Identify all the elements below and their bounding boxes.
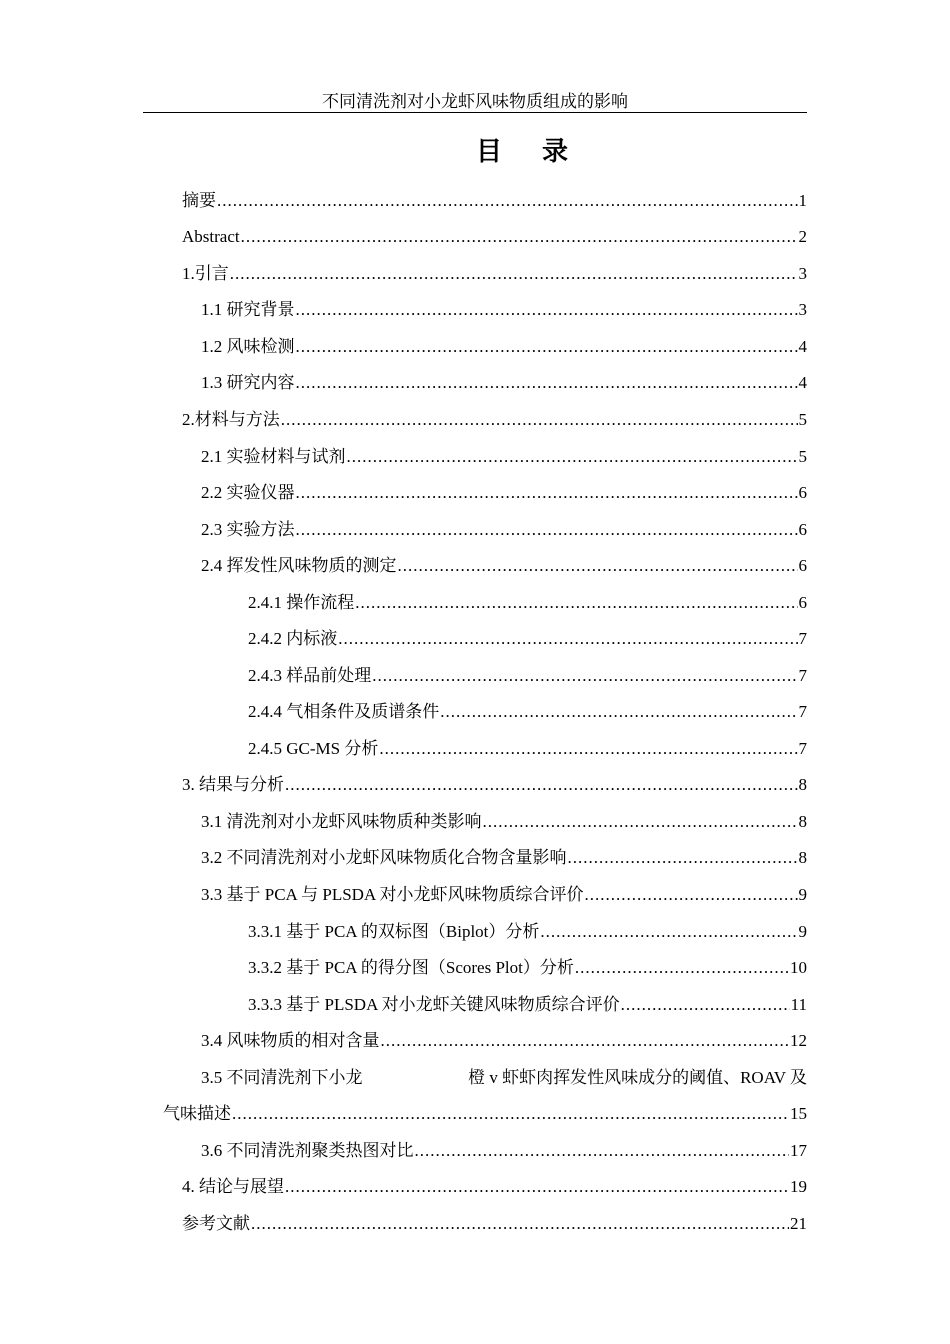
toc-entry[interactable] <box>248 987 807 1023</box>
dot-leader <box>251 1206 789 1242</box>
toc-entry-page: 19 <box>790 1177 807 1196</box>
toc-entry-title: 3.3 基于 PCA 与 PLSDA 对小龙虾风味物质综合评价 <box>201 885 584 904</box>
dot-leader <box>415 1133 790 1169</box>
toc-entry-title: 2.材料与方法 <box>182 410 280 429</box>
dot-leader <box>338 621 797 657</box>
dot-leader <box>217 183 798 219</box>
toc-entry-title: 3.6 不同清洗剂聚类热图对比 <box>201 1141 414 1160</box>
toc-entry[interactable] <box>182 256 807 292</box>
toc-title-left: 目 <box>475 137 502 167</box>
toc-entry-page: 15 <box>790 1104 807 1123</box>
toc-entry[interactable] <box>201 1133 807 1169</box>
dot-leader <box>296 329 798 365</box>
dot-leader <box>355 585 797 621</box>
dot-leader <box>568 840 798 876</box>
toc-entry-page: 6 <box>798 556 807 575</box>
toc-entry[interactable] <box>248 950 807 986</box>
toc-entry-page: 12 <box>790 1031 807 1050</box>
toc-entry-page: 21 <box>790 1214 807 1233</box>
dot-leader <box>483 804 798 840</box>
toc-entry[interactable] <box>248 694 807 730</box>
toc-entry-page: 6 <box>798 593 807 612</box>
dot-leader <box>241 219 798 255</box>
toc-entry-title: 2.4.4 气相条件及质谱条件 <box>248 702 440 721</box>
dot-leader <box>230 256 798 292</box>
dot-leader <box>398 548 798 584</box>
toc-entry-title: 2.3 实验方法 <box>201 520 295 539</box>
toc-entry[interactable] <box>201 1023 807 1059</box>
toc-entry-page: 8 <box>798 848 807 867</box>
toc-entry-title: 3.4 风味物质的相对含量 <box>201 1031 380 1050</box>
toc-entry-page: 9 <box>798 885 807 904</box>
toc-entry-page: 1 <box>798 191 807 210</box>
toc-entry-page: 7 <box>798 629 807 648</box>
dot-leader <box>296 365 798 401</box>
toc-entry-page: 6 <box>798 483 807 502</box>
toc-entry-title: 2.4.3 样品前处理 <box>248 666 372 685</box>
toc-entry-title: 3.3.3 基于 PLSDA 对小龙虾关键风味物质综合评价 <box>248 995 620 1014</box>
toc-entry-wrapped-line[interactable] <box>201 1060 807 1096</box>
toc-entry-title: 3.3.2 基于 PCA 的得分图（Scores Plot）分析 <box>248 958 574 977</box>
dot-leader <box>281 402 798 438</box>
toc-entry-page: 5 <box>798 410 807 429</box>
toc-entry-title: 2.4.2 内标液 <box>248 629 338 648</box>
toc-entry-title: 2.4 挥发性风味物质的测定 <box>201 556 397 575</box>
toc-entry-title: 1.1 研究背景 <box>201 300 295 319</box>
toc-entry-page: 4 <box>798 337 807 356</box>
toc-entry[interactable] <box>248 585 807 621</box>
toc-entry-title: 3.3.1 基于 PCA 的双标图（Biplot）分析 <box>248 922 540 941</box>
toc-entry-page: 8 <box>798 812 807 831</box>
dot-leader <box>285 1169 789 1205</box>
toc-entry-title: 2.4.5 GC-MS 分析 <box>248 739 379 758</box>
toc-entry-title: 2.4.1 操作流程 <box>248 593 355 612</box>
toc-entry[interactable] <box>248 914 807 950</box>
toc-entry-title: 1.引言 <box>182 264 229 283</box>
toc-entry[interactable] <box>163 1096 807 1132</box>
dot-leader <box>379 731 797 767</box>
toc-entry[interactable] <box>201 439 807 475</box>
toc-entry[interactable] <box>248 658 807 694</box>
toc-entry[interactable] <box>201 804 807 840</box>
dot-leader <box>296 475 798 511</box>
toc-entry-title: 3. 结果与分析 <box>182 775 284 794</box>
running-header: 不同清洗剂对小龙虾风味物质组成的影响 <box>322 92 628 111</box>
toc-entry-page: 3 <box>798 300 807 319</box>
dot-leader <box>575 950 789 986</box>
dot-leader <box>540 914 797 950</box>
toc-entry[interactable] <box>201 548 807 584</box>
toc-entry-title: 参考文献 <box>182 1214 250 1233</box>
toc-entry-page: 10 <box>790 958 807 977</box>
toc-entry[interactable] <box>201 365 807 401</box>
toc-entry[interactable] <box>201 329 807 365</box>
toc-entry-page: 7 <box>798 702 807 721</box>
toc-entry-page: 8 <box>798 775 807 794</box>
toc-entry-title: 2.1 实验材料与试剂 <box>201 447 346 466</box>
toc-entry-title: 1.2 风味检测 <box>201 337 295 356</box>
toc-entry[interactable] <box>182 1206 807 1242</box>
toc-entry-page: 3 <box>798 264 807 283</box>
toc-title-right: 录 <box>542 137 569 167</box>
toc-entry[interactable] <box>182 1169 807 1205</box>
toc-entry-page: 17 <box>790 1141 807 1160</box>
toc-entry-title-part: 3.5 不同清洗剂下小龙 <box>201 1068 363 1087</box>
toc-entry-page: 11 <box>790 995 807 1014</box>
dot-leader <box>372 658 797 694</box>
toc-entry[interactable] <box>182 219 807 255</box>
toc-entry[interactable] <box>201 475 807 511</box>
toc-entry[interactable] <box>201 840 807 876</box>
toc-entry-title: 气味描述 <box>163 1104 231 1123</box>
toc-entry-title: Abstract <box>182 227 240 246</box>
toc-entry-page: 5 <box>798 447 807 466</box>
toc-entry-title: 4. 结论与展望 <box>182 1177 284 1196</box>
toc-entry[interactable] <box>182 767 807 803</box>
toc-entry-title: 3.1 清洗剂对小龙虾风味物质种类影响 <box>201 812 482 831</box>
toc-entry-title: 2.2 实验仪器 <box>201 483 295 502</box>
toc-entry-page: 6 <box>798 520 807 539</box>
header-rule <box>143 112 807 113</box>
toc-entry-page: 9 <box>798 922 807 941</box>
toc-entry[interactable] <box>182 183 807 219</box>
toc-entry-title: 3.2 不同清洗剂对小龙虾风味物质化合物含量影响 <box>201 848 567 867</box>
toc-entry[interactable] <box>248 621 807 657</box>
toc-title <box>0 132 950 172</box>
toc-entry[interactable] <box>182 402 807 438</box>
dot-leader <box>585 877 798 913</box>
toc-entry-title: 1.3 研究内容 <box>201 373 295 392</box>
dot-leader <box>347 439 798 475</box>
toc-entry-page: 4 <box>798 373 807 392</box>
toc-entry-page: 7 <box>798 739 807 758</box>
toc-entry[interactable] <box>248 731 807 767</box>
dot-leader <box>296 292 798 328</box>
dot-leader <box>285 767 798 803</box>
toc-entry-page: 7 <box>798 666 807 685</box>
toc-entry[interactable] <box>201 877 807 913</box>
dot-leader <box>381 1023 790 1059</box>
toc-entry-title: 摘要 <box>182 191 216 210</box>
dot-leader <box>296 512 798 548</box>
dot-leader <box>621 987 790 1023</box>
dot-leader <box>232 1096 789 1132</box>
toc-entry-page: 2 <box>798 227 807 246</box>
dot-leader <box>440 694 797 730</box>
toc-entry-title-part: 橙 v 虾虾肉挥发性风味成分的阈值、ROAV 及 <box>468 1068 807 1087</box>
toc-entry[interactable] <box>201 512 807 548</box>
toc-entry[interactable] <box>201 292 807 328</box>
